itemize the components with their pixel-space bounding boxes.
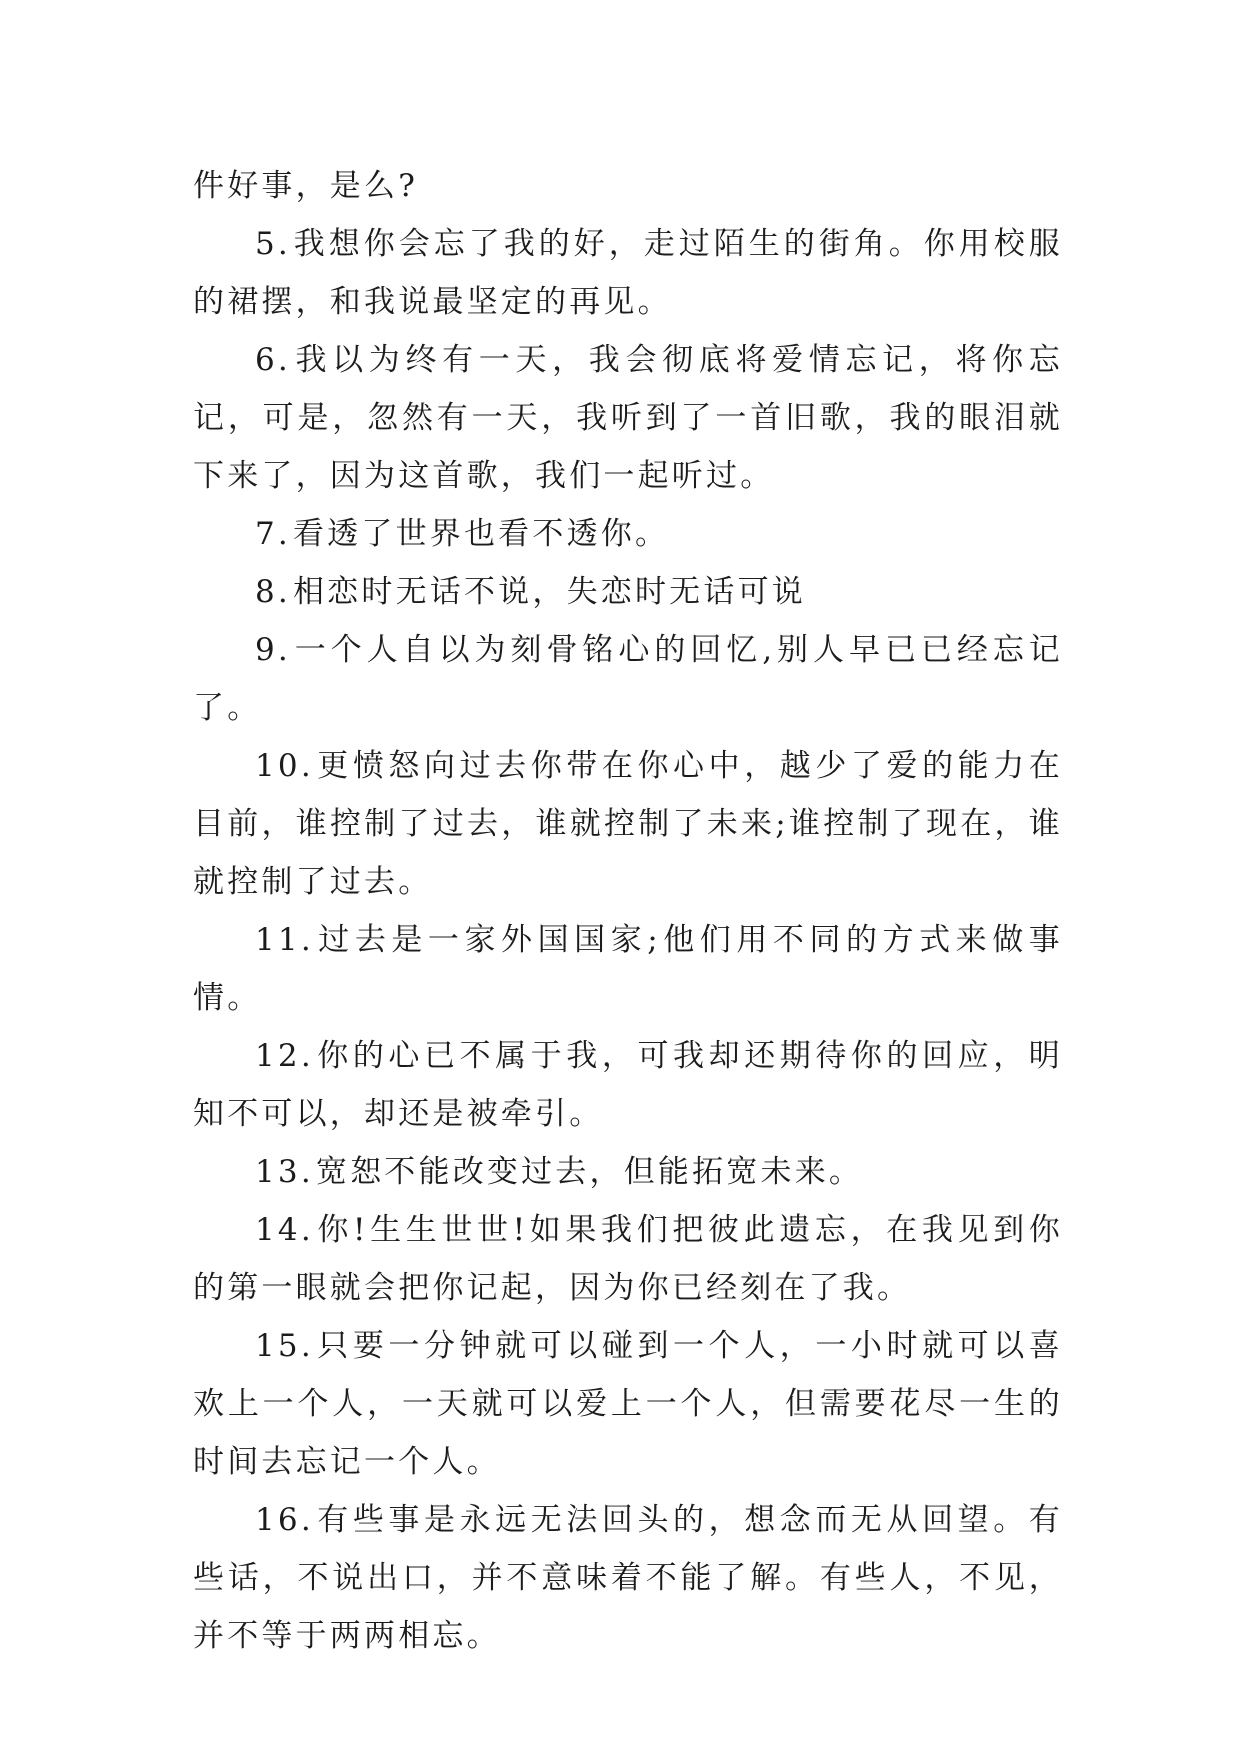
paragraph-text: 我以为终有一天，我会彻底将爱情忘记，将你忘记，可是，忽然有一天，我听到了一首旧歌，我的眼泪就下来了，因为这首歌，我们一起听过。 xyxy=(193,342,1063,494)
paragraph-9 xyxy=(193,621,1063,737)
item-number: 6. xyxy=(255,342,291,378)
item-number: 12. xyxy=(255,1038,314,1074)
paragraph xyxy=(193,157,1063,215)
paragraph-11 xyxy=(193,911,1063,1027)
paragraph-text: 你的心已不属于我，可我却还期待你的回应，明知不可以，却还是被牵引。 xyxy=(193,1038,1063,1132)
paragraph-12 xyxy=(193,1027,1063,1143)
item-number: 9. xyxy=(255,632,291,668)
paragraph-text: 我想你会忘了我的好，走过陌生的街角。你用校服的裙摆，和我说最坚定的再见。 xyxy=(193,226,1063,320)
item-number: 13. xyxy=(255,1154,314,1190)
item-number: 10. xyxy=(255,748,314,784)
paragraph-text: 更愤怒向过去你带在你心中，越少了爱的能力在目前，谁控制了过去，谁就控制了未来;谁控制了现在，谁就控制了过去。 xyxy=(193,748,1063,900)
paragraph-text: 宽恕不能改变过去，但能拓宽未来。 xyxy=(315,1154,864,1190)
item-number: 14. xyxy=(255,1212,314,1248)
paragraph-text: 有些事是永远无法回头的，想念而无从回望。有些话，不说出口，并不意味着不能了解。有些人，不见，并不等于两两相忘。 xyxy=(193,1502,1063,1654)
paragraph-text: 相恋时无话不说，失恋时无话可说 xyxy=(292,574,806,610)
item-number: 16. xyxy=(255,1502,314,1538)
document-body xyxy=(193,157,1063,1665)
paragraph-8 xyxy=(193,563,1063,621)
paragraph-text: 件好事，是么? xyxy=(193,168,419,204)
paragraph-15 xyxy=(193,1317,1063,1491)
paragraph-text: 只要一分钟就可以碰到一个人，一小时就可以喜欢上一个人，一天就可以爱上一个人，但需要花尽一生的时间去忘记一个人。 xyxy=(193,1328,1063,1480)
paragraph-5 xyxy=(193,215,1063,331)
paragraph-13 xyxy=(193,1143,1063,1201)
paragraph-10 xyxy=(193,737,1063,911)
paragraph-14 xyxy=(193,1201,1063,1317)
paragraph-text: 一个人自以为刻骨铭心的回忆,别人早已已经忘记了。 xyxy=(193,632,1063,726)
paragraph-6 xyxy=(193,331,1063,505)
item-number: 11. xyxy=(255,922,314,958)
paragraph-text: 看透了世界也看不透你。 xyxy=(292,516,670,552)
item-number: 15. xyxy=(255,1328,314,1364)
paragraph-16 xyxy=(193,1491,1063,1665)
item-number: 7. xyxy=(255,516,291,552)
item-number: 8. xyxy=(255,574,291,610)
paragraph-text: 过去是一家外国国家;他们用不同的方式来做事情。 xyxy=(193,922,1063,1016)
paragraph-text: 你!生生世世!如果我们把彼此遗忘，在我见到你的第一眼就会把你记起，因为你已经刻在了我。 xyxy=(193,1212,1063,1306)
paragraph-7 xyxy=(193,505,1063,563)
item-number: 5. xyxy=(255,226,291,262)
